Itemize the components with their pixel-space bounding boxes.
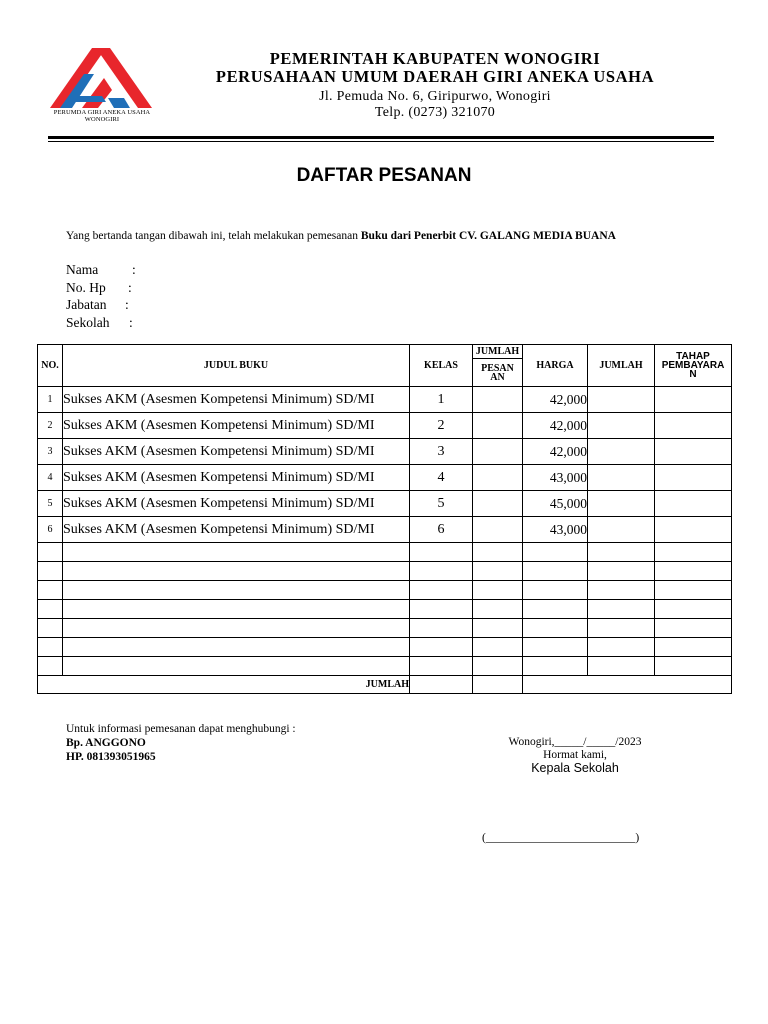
contact-instruction: Untuk informasi pemesanan dapat menghubungi : bbox=[66, 723, 296, 735]
header-kelas: KELAS bbox=[410, 345, 473, 387]
cell-jumlah[interactable] bbox=[588, 413, 655, 439]
cell-no bbox=[38, 562, 63, 581]
contact-name: Bp. ANGGONO bbox=[66, 737, 146, 749]
header-harga: HARGA bbox=[523, 345, 588, 387]
cell-judul: Sukses AKM (Asesmen Kompetensi Minimum) SD/MI bbox=[63, 491, 410, 517]
cell-tahap[interactable] bbox=[655, 543, 732, 562]
cell-harga[interactable] bbox=[523, 619, 588, 638]
cell-pesanan[interactable] bbox=[473, 619, 523, 638]
empty-row bbox=[38, 543, 732, 562]
cell-no bbox=[38, 657, 63, 676]
cell-judul: Sukses AKM (Asesmen Kompetensi Minimum) SD/MI bbox=[63, 387, 410, 413]
table-row bbox=[38, 387, 732, 413]
cell-kelas[interactable] bbox=[410, 600, 473, 619]
table-row bbox=[38, 491, 732, 517]
cell-tahap[interactable] bbox=[655, 517, 732, 543]
cell-harga[interactable] bbox=[523, 657, 588, 676]
cell-tahap[interactable] bbox=[655, 657, 732, 676]
cell-kelas[interactable] bbox=[410, 543, 473, 562]
empty-row bbox=[38, 638, 732, 657]
cell-harga: 42,000 bbox=[523, 413, 588, 439]
cell-judul[interactable] bbox=[63, 638, 410, 657]
cell-no: 4 bbox=[38, 465, 63, 491]
table-row bbox=[38, 413, 732, 439]
cell-kelas: 6 bbox=[410, 517, 473, 543]
cell-no: 2 bbox=[38, 413, 63, 439]
header-no: NO. bbox=[38, 345, 63, 387]
cell-jumlah[interactable] bbox=[588, 387, 655, 413]
cell-kelas[interactable] bbox=[410, 581, 473, 600]
field-label: Sekolah bbox=[66, 314, 110, 330]
header-jumlah-group: JUMLAH bbox=[473, 345, 523, 359]
field-colon: : bbox=[129, 314, 133, 330]
cell-harga[interactable] bbox=[523, 543, 588, 562]
cell-jumlah[interactable] bbox=[588, 638, 655, 657]
signature-block bbox=[470, 736, 680, 775]
cell-tahap[interactable] bbox=[655, 465, 732, 491]
cell-no: 6 bbox=[38, 517, 63, 543]
cell-tahap[interactable] bbox=[655, 387, 732, 413]
field-colon: : bbox=[132, 262, 136, 277]
cell-no bbox=[38, 543, 63, 562]
cell-judul[interactable] bbox=[63, 657, 410, 676]
intro-text: Yang bertanda tangan dibawah ini, telah melakukan pemesanan bbox=[66, 230, 361, 242]
cell-jumlah[interactable] bbox=[588, 491, 655, 517]
intro-publisher: Buku dari Penerbit CV. GALANG MEDIA BUANA bbox=[360, 230, 616, 242]
cell-tahap[interactable] bbox=[655, 439, 732, 465]
empty-row bbox=[38, 657, 732, 676]
cell-tahap[interactable] bbox=[655, 562, 732, 581]
cell-harga: 43,000 bbox=[523, 465, 588, 491]
cell-no: 3 bbox=[38, 439, 63, 465]
letterhead-phone: Telp. (0273) 321070 bbox=[374, 105, 496, 120]
letterhead-company: PERUSAHAAN UMUM DAERAH GIRI ANEKA USAHA bbox=[215, 67, 655, 86]
field-label: Jabatan bbox=[66, 297, 107, 312]
cell-judul: Sukses AKM (Asesmen Kompetensi Minimum) SD/MI bbox=[63, 465, 410, 491]
cell-no bbox=[38, 638, 63, 657]
empty-row bbox=[38, 581, 732, 600]
cell-no bbox=[38, 581, 63, 600]
contact-phone: HP. 081393051965 bbox=[66, 751, 156, 763]
cell-pesanan[interactable] bbox=[473, 600, 523, 619]
cell-jumlah[interactable] bbox=[588, 439, 655, 465]
cell-harga: 42,000 bbox=[523, 387, 588, 413]
table-row bbox=[38, 517, 732, 543]
header-tahap-pembayaran: TAHAP PEMBAYARA N bbox=[655, 345, 732, 387]
cell-kelas: 3 bbox=[410, 439, 473, 465]
header-jumlah: JUMLAH bbox=[588, 345, 655, 387]
cell-kelas: 1 bbox=[410, 387, 473, 413]
cell-kelas[interactable] bbox=[410, 657, 473, 676]
letterhead-address: Jl. Pemuda No. 6, Giripurwo, Wonogiri bbox=[319, 89, 551, 104]
contact-info bbox=[66, 722, 296, 764]
letterhead bbox=[160, 50, 710, 121]
cell-no: 5 bbox=[38, 491, 63, 517]
document-title: DAFTAR PESANAN bbox=[296, 165, 472, 186]
cell-jumlah[interactable] bbox=[588, 465, 655, 491]
cell-harga: 45,000 bbox=[523, 491, 588, 517]
cell-tahap[interactable] bbox=[655, 600, 732, 619]
total-amount[interactable] bbox=[523, 676, 732, 694]
company-logo bbox=[46, 46, 158, 126]
cell-pesanan[interactable] bbox=[473, 581, 523, 600]
signature-regards: Hormat kami, bbox=[543, 749, 607, 761]
cell-pesanan[interactable] bbox=[473, 543, 523, 562]
cell-jumlah[interactable] bbox=[588, 543, 655, 562]
empty-row bbox=[38, 600, 732, 619]
total-label: JUMLAH bbox=[38, 676, 410, 694]
cell-tahap[interactable] bbox=[655, 638, 732, 657]
cell-pesanan[interactable] bbox=[473, 638, 523, 657]
cell-kelas[interactable] bbox=[410, 619, 473, 638]
cell-harga[interactable] bbox=[523, 581, 588, 600]
logo-mark-icon bbox=[46, 46, 158, 114]
cell-judul: Sukses AKM (Asesmen Kompetensi Minimum) SD/MI bbox=[63, 517, 410, 543]
header-divider-thin bbox=[48, 141, 714, 142]
field-colon: : bbox=[125, 297, 129, 312]
cell-pesanan[interactable] bbox=[473, 413, 523, 439]
cell-harga[interactable] bbox=[523, 562, 588, 581]
cell-harga[interactable] bbox=[523, 638, 588, 657]
cell-jumlah[interactable] bbox=[588, 600, 655, 619]
cell-jumlah[interactable] bbox=[588, 581, 655, 600]
cell-no bbox=[38, 619, 63, 638]
cell-no bbox=[38, 600, 63, 619]
logo-caption-line1: PERUMDA GIRI ANEKA USAHA bbox=[53, 109, 151, 116]
cell-kelas: 2 bbox=[410, 413, 473, 439]
intro-statement bbox=[66, 230, 616, 242]
cell-kelas[interactable] bbox=[410, 638, 473, 657]
cell-harga[interactable] bbox=[523, 600, 588, 619]
cell-no: 1 bbox=[38, 387, 63, 413]
cell-harga: 43,000 bbox=[523, 517, 588, 543]
cell-pesanan[interactable] bbox=[473, 439, 523, 465]
empty-row bbox=[38, 619, 732, 638]
total-kelas bbox=[410, 676, 473, 694]
cell-kelas: 4 bbox=[410, 465, 473, 491]
cell-pesanan[interactable] bbox=[473, 387, 523, 413]
cell-harga: 42,000 bbox=[523, 439, 588, 465]
cell-judul[interactable] bbox=[63, 581, 410, 600]
cell-jumlah[interactable] bbox=[588, 562, 655, 581]
cell-pesanan[interactable] bbox=[473, 657, 523, 676]
cell-jumlah[interactable] bbox=[588, 517, 655, 543]
cell-judul: Sukses AKM (Asesmen Kompetensi Minimum) SD/MI bbox=[63, 439, 410, 465]
total-pesanan[interactable] bbox=[473, 676, 523, 694]
empty-row bbox=[38, 562, 732, 581]
cell-kelas: 5 bbox=[410, 491, 473, 517]
field-colon: : bbox=[128, 279, 132, 295]
table-row bbox=[38, 465, 732, 491]
field-label: Nama bbox=[66, 262, 99, 277]
cell-tahap[interactable] bbox=[655, 581, 732, 600]
header-judul-buku: JUDUL BUKU bbox=[63, 345, 410, 387]
signature-line[interactable]: (__________________________) bbox=[482, 832, 640, 844]
letterhead-government: PEMERINTAH KABUPATEN WONOGIRI bbox=[269, 49, 601, 68]
cell-pesanan[interactable] bbox=[473, 491, 523, 517]
header-pesanan: PESAN AN bbox=[473, 359, 523, 387]
logo-caption-line2: WONOGIRI bbox=[84, 116, 120, 123]
cell-jumlah[interactable] bbox=[588, 619, 655, 638]
order-table bbox=[37, 344, 732, 694]
cell-judul[interactable] bbox=[63, 543, 410, 562]
field-label: No. Hp bbox=[66, 279, 106, 295]
header-divider-thick bbox=[48, 136, 714, 139]
cell-pesanan[interactable] bbox=[473, 465, 523, 491]
signature-place-date: Wonogiri,_____/_____/2023 bbox=[508, 736, 642, 748]
cell-judul[interactable] bbox=[63, 562, 410, 581]
total-row bbox=[38, 676, 732, 694]
cell-pesanan[interactable] bbox=[473, 562, 523, 581]
cell-judul: Sukses AKM (Asesmen Kompetensi Minimum) SD/MI bbox=[63, 413, 410, 439]
signature-role: Kepala Sekolah bbox=[531, 761, 619, 775]
cell-tahap[interactable] bbox=[655, 619, 732, 638]
cell-tahap[interactable] bbox=[655, 491, 732, 517]
table-row bbox=[38, 439, 732, 465]
cell-jumlah[interactable] bbox=[588, 657, 655, 676]
cell-judul[interactable] bbox=[63, 600, 410, 619]
cell-tahap[interactable] bbox=[655, 413, 732, 439]
cell-judul[interactable] bbox=[63, 619, 410, 638]
cell-pesanan[interactable] bbox=[473, 517, 523, 543]
cell-kelas[interactable] bbox=[410, 562, 473, 581]
